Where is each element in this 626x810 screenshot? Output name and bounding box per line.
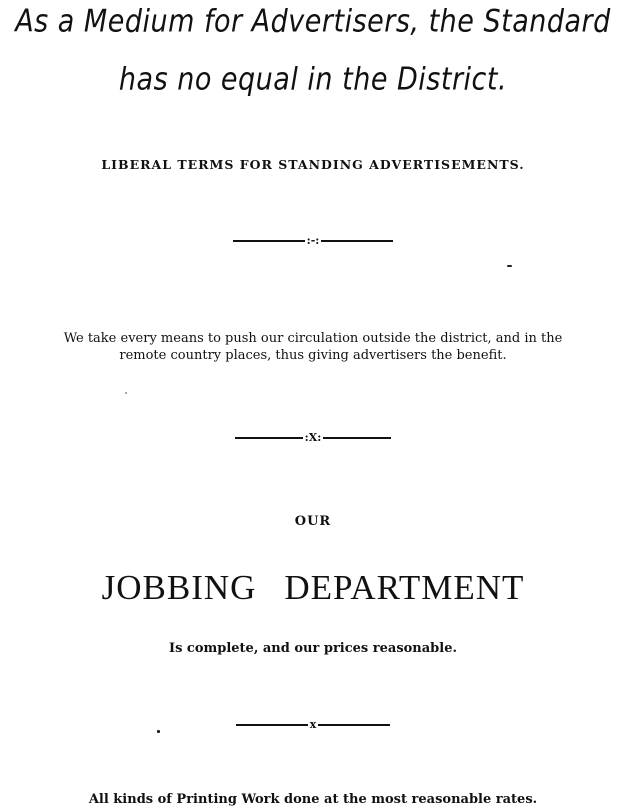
circulation-line-2: remote country places, thus giving advertisers the benefit. [119,348,507,363]
headline-line-1: As a Medium for Advertisers, the Standard [15,4,611,40]
ornamental-divider-3 [0,718,626,731]
divider-ornament-3: x [309,718,317,731]
divider-ornament-2: :X: [304,431,322,444]
divider-ornament-1: :-: [306,234,320,247]
ornamental-divider-2 [0,431,626,444]
jobbing-department-heading [0,568,626,608]
our-heading: OUR [294,514,332,529]
ornamental-divider-1 [0,234,626,247]
printing-work-line: All kinds of Printing Work done at the most reasonable rates. [88,792,538,807]
print-speck [157,730,160,733]
circulation-line-1: We take every means to push our circulation outside the district, and in the [63,331,563,346]
headline-line-2: has no equal in the District. [118,62,508,98]
print-speck [507,265,512,267]
prices-reasonable-line: Is complete, and our prices reasonable. [168,641,458,656]
liberal-terms-line: LIBERAL TERMS FOR STANDING ADVERTISEMENTS. [101,157,525,172]
department-word: DEPARTMENT [284,568,525,607]
circulation-paragraph [0,330,626,364]
print-speck [125,392,127,394]
jobbing-word: JOBBING [101,568,257,607]
